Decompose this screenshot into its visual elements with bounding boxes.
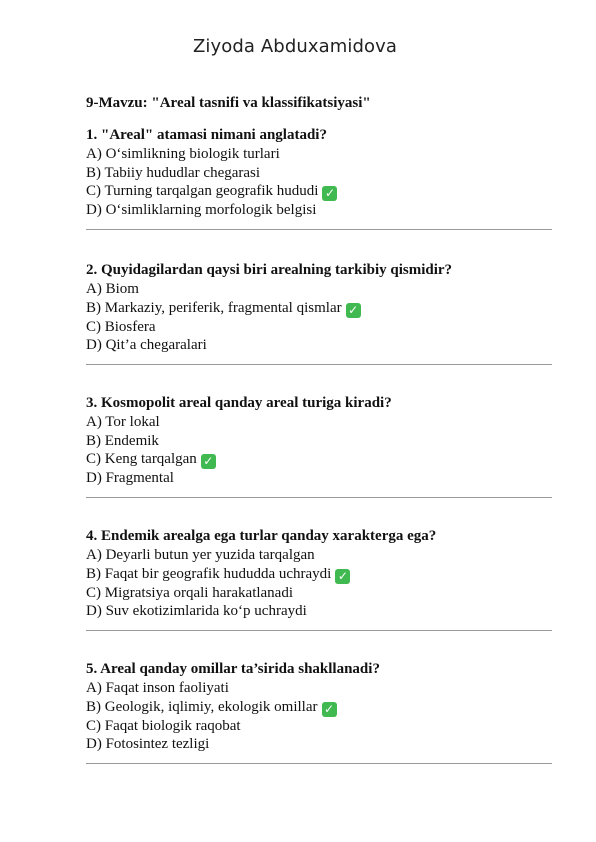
author-name: Ziyoda Abduxamidova (193, 36, 397, 57)
answer-option (86, 432, 552, 451)
divider (86, 630, 552, 631)
question-title: 2. Quyidagilardan qaysi biri arealning tarkibiy qismidir? (86, 262, 453, 278)
answer-option (86, 280, 552, 299)
check-mark-icon: ✓ (322, 186, 337, 201)
option-text: B) Geologik, iqlimiy, ekologik omillar (86, 698, 318, 715)
question-block (86, 394, 552, 498)
question-block (86, 126, 552, 230)
option-text: A) Biom (86, 281, 139, 297)
answer-option-correct (86, 182, 552, 201)
option-text: A) Tor lokal (86, 414, 160, 430)
answer-option (86, 546, 552, 565)
question-title: 5. Areal qanday omillar ta’sirida shakllanadi? (86, 661, 380, 677)
option-text: C) Faqat biologik raqobat (86, 717, 241, 734)
answer-option (86, 318, 552, 337)
option-text: B) Tabiiy hududlar chegarasi (86, 164, 261, 181)
question-title: 3. Kosmopolit areal qanday areal turiga kiradi? (86, 395, 392, 411)
answer-option (86, 336, 552, 355)
option-text: A) O‘simlikning biologik turlari (86, 146, 280, 162)
option-text: C) Keng tarqalgan (86, 451, 197, 467)
answer-option (86, 413, 552, 432)
answer-option-correct (86, 450, 552, 469)
option-text: C) Turning tarqalgan geografik hududi (86, 183, 319, 199)
option-text: D) O‘simliklarning morfologik belgisi (86, 202, 317, 218)
option-text: D) Qit’a chegaralari (86, 337, 207, 353)
divider (86, 364, 552, 365)
answer-option (86, 679, 552, 698)
check-mark-icon: ✓ (201, 454, 216, 469)
answer-option (86, 717, 552, 736)
option-text: B) Markaziy, periferik, fragmental qismlar (86, 299, 342, 316)
check-mark-icon: ✓ (322, 702, 337, 717)
answer-option (86, 164, 552, 183)
option-text: C) Migratsiya orqali harakatlanadi (86, 584, 294, 601)
answer-option (86, 735, 552, 754)
check-mark-icon: ✓ (335, 569, 350, 584)
option-text: D) Suv ekotizimlarida ko‘p uchraydi (86, 603, 307, 619)
check-mark-icon: ✓ (346, 303, 361, 318)
answer-option (86, 469, 552, 488)
question-block (86, 261, 552, 365)
question-title: 1. "Areal" atamasi nimani anglatadi? (86, 127, 327, 143)
question-block (86, 527, 552, 631)
answer-option (86, 602, 552, 621)
divider (86, 497, 552, 498)
answer-option (86, 584, 552, 603)
answer-option (86, 201, 552, 220)
option-text: D) Fragmental (86, 470, 174, 486)
option-text: A) Faqat inson faoliyati (86, 680, 229, 696)
option-text: B) Endemik (86, 432, 159, 449)
option-text: A) Deyarli butun yer yuzida tarqalgan (86, 547, 315, 563)
divider (86, 763, 552, 764)
option-text: D) Fotosintez tezligi (86, 736, 210, 752)
divider (86, 229, 552, 230)
option-text: B) Faqat bir geografik hududda uchraydi (86, 565, 332, 582)
answer-option (86, 145, 552, 164)
answer-option-correct (86, 698, 552, 717)
question-block (86, 660, 552, 764)
answer-option-correct (86, 299, 552, 318)
answer-option-correct (86, 565, 552, 584)
option-text: C) Biosfera (86, 318, 156, 335)
question-title: 4. Endemik arealga ega turlar qanday xarakterga ega? (86, 528, 437, 544)
topic-title: 9-Mavzu: "Areal tasnifi va klassifikatsiyasi" (86, 95, 371, 111)
